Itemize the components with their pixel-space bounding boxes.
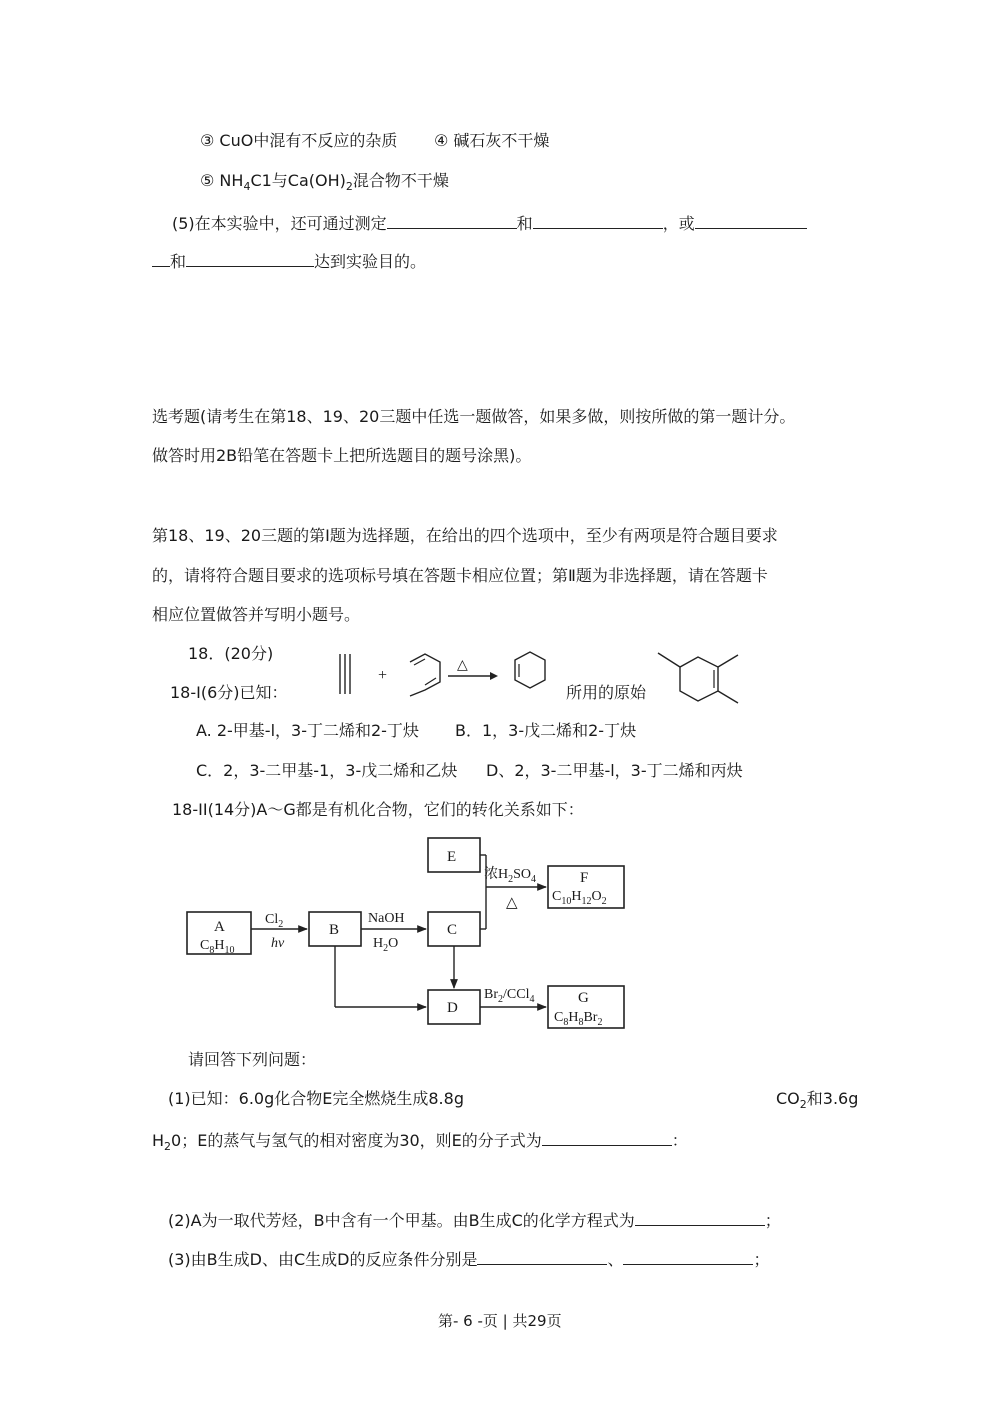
cond-dg: $Br_2/CCl_4$ xyxy=(484,987,535,1005)
option-item-4: ④ 碱石灰不干燥 xyxy=(434,131,550,150)
target-molecule-structure xyxy=(650,645,750,715)
answer-blank[interactable] xyxy=(152,248,170,267)
option-item-3: ③ CuO中混有不反应的杂质 xyxy=(200,131,398,150)
instructions-line1: 第18、19、20三题的第Ⅰ题为选择题，在给出的四个选项中，至少有两项是符合题目要求 xyxy=(152,526,778,545)
elective-line2: 做答时用2B铅笔在答题卡上把所选题目的题号涂黑)。 xyxy=(152,446,532,465)
q18-part1-label: 18-I(6分)已知： xyxy=(170,683,288,702)
label-g: G xyxy=(578,990,589,1006)
formula-f: $C_{10}H_{12}O_2$ xyxy=(552,889,607,907)
conversion-scheme xyxy=(180,830,650,1040)
answer-blank[interactable] xyxy=(695,210,807,229)
question-1-line1: (1)已知：6.0g化合物E完全燃烧生成8.8g xyxy=(168,1089,464,1108)
question-5-line2: 和 达到实验目的。 xyxy=(152,248,426,273)
question-5-line1: (5)在本实验中，还可通过测定 和 ，或 xyxy=(172,210,807,235)
plus-sign: + xyxy=(378,667,388,684)
cond-ef-top: 浓$H_2SO_4$ xyxy=(484,867,537,885)
question-1-line2: $H_20$；E的蒸气与氢气的相对密度为30，则E的分子式为 ： xyxy=(152,1127,688,1158)
option-item-5: ⑤ $NH_4C1$与$Ca(OH)_2$混合物不干燥 xyxy=(200,171,449,194)
q18-part2-intro: 18-II(14分)A～G都是有机化合物，它们的转化关系如下： xyxy=(172,800,584,819)
label-b: B xyxy=(329,922,340,938)
cond-bc-top: NaOH xyxy=(368,911,405,926)
answer-blank[interactable] xyxy=(623,1246,753,1265)
label-e: E xyxy=(447,849,457,865)
label-f: F xyxy=(580,870,589,886)
answer-blank[interactable] xyxy=(542,1127,672,1146)
option-b: B．1，3-戊二烯和2-丁炔 xyxy=(455,721,637,740)
option-d: D、2，3-二甲基-l，3-丁二烯和丙炔 xyxy=(486,761,743,780)
cond-ab-top: $Cl_2$ xyxy=(265,912,284,930)
instructions-line3: 相应位置做答并写明小题号。 xyxy=(152,605,361,624)
diels-alder-reaction xyxy=(330,640,560,710)
answer-blank[interactable] xyxy=(477,1246,607,1265)
option-c: C．2，3-二甲基-1，3-戊二烯和乙炔 xyxy=(196,761,458,780)
answer-blank[interactable] xyxy=(186,248,314,267)
page-footer: 第- 6 -页 | 共29页 xyxy=(438,1312,562,1330)
question-3: (3)由B生成D、由C生成D的反应条件分别是 、 ； xyxy=(168,1246,770,1271)
instructions-line2: 的，请将符合题目要求的选项标号填在答题卡相应位置；第Ⅱ题为非选择题，请在答题卡 xyxy=(152,566,768,585)
label-a: A xyxy=(214,919,225,935)
cond-bc-bottom: $H_2O$ xyxy=(373,936,399,954)
label-d: D xyxy=(447,1000,458,1016)
answer-blank[interactable] xyxy=(635,1207,765,1226)
cond-ef-bottom: △ xyxy=(506,895,518,911)
formula-a: $C_8H_{10}$ xyxy=(200,938,235,956)
answer-blank[interactable] xyxy=(533,210,663,229)
question-2: (2)A为一取代芳烃，B中含有一个甲基。由B生成C的化学方程式为 ； xyxy=(168,1207,781,1232)
questions-intro: 请回答下列问题： xyxy=(188,1050,317,1069)
q18-header: 18．(20分) xyxy=(188,644,274,663)
formula-g: $C_8H_8Br_2$ xyxy=(554,1010,603,1028)
heat-symbol: △ xyxy=(457,658,468,673)
question-1-right: $CO_2$和3.6g xyxy=(776,1089,859,1112)
elective-line1: 选考题(请考生在第18、19、20三题中任选一题做答，如果多做，则按所做的第一题计分。 xyxy=(152,407,796,426)
answer-blank[interactable] xyxy=(387,210,517,229)
cond-ab-bottom: hv xyxy=(271,936,285,951)
q18-part1-tail: 所用的原始 xyxy=(566,683,647,702)
option-a: A. 2-甲基-l，3-丁二烯和2-丁炔 xyxy=(196,721,419,740)
label-c: C xyxy=(447,922,458,938)
